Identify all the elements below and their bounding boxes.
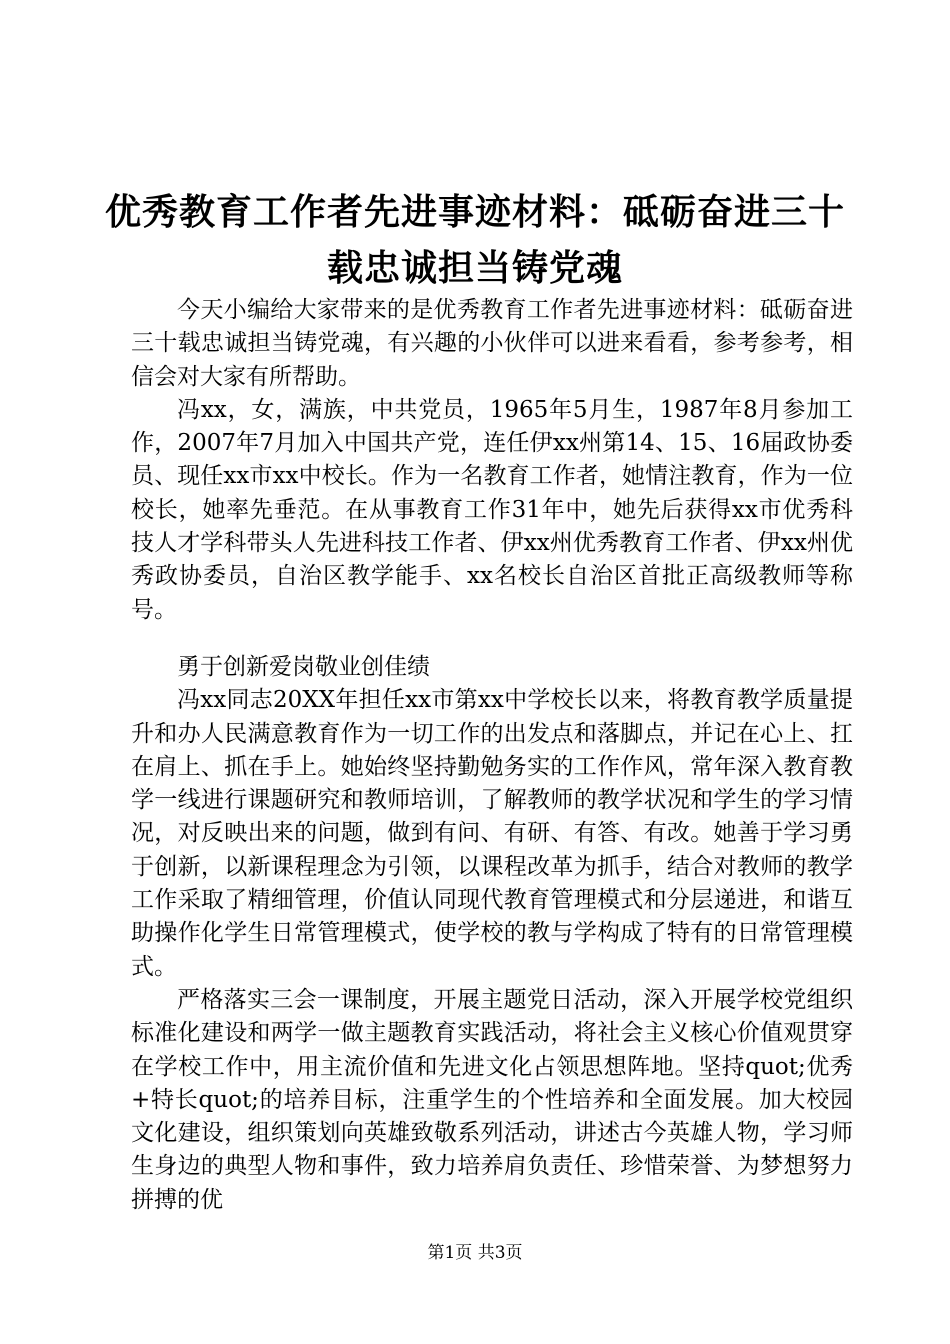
section-heading: 勇于创新爱岗敬业创佳绩 [177, 653, 430, 680]
document-title-line-2: 载忠诚担当铸党魂 [326, 247, 623, 289]
paragraph-profile: 冯xx，女，满族，中共党员，1965年5月生，1987年8月参加工作，2007年7月加入中国共产党，连任伊xx州第14、15、16届政协委员、现任xx市xx中校长。作为一名教育工作者，她情注教育，作为一位校长，她率先垂范。在从事教育工作31年中，她先后获得xx市优秀科技人才学科带头人先进科技工作者、伊xx州优秀教育工作者、伊xx州优秀政协委员，自治区教学能手、xx名校长自治区首批正高级教师等称号。 [131, 396, 853, 623]
document-title-line-1: 优秀教育工作者先进事迹材料：砥砺奋进三十 [104, 191, 845, 233]
paragraph-party-work: 严格落实三会一课制度，开展主题党日活动，深入开展学校党组织标准化建设和两学一做主题教育实践活动，将社会主义核心价值观贯穿在学校工作中，用主流价值和先进文化占领思想阵地。坚持quot;优秀+特长quot;的培养目标，注重学生的个性培养和全面发展。加大校园文化建设，组织策划向英雄致敬系列活动，讲述古今英雄人物，学习师生身边的典型人物和事件，致力培养肩负责任、珍惜荣誉、为梦想努力拼搏的优 [131, 986, 853, 1213]
paragraph-innovation: 冯xx同志20XX年担任xx市第xx中学校长以来，将教育教学质量提升和办人民满意教育作为一切工作的出发点和落脚点，并记在心上、扛在肩上、抓在手上。她始终坚持勤勉务实的工作作风，常年深入教育教学一线进行课题研究和教师培训，了解教师的教学状况和学生的学习情况，对反映出来的问题，做到有问、有研、有答、有改。她善于学习勇于创新，以新课程理念为引领，以课程改革为抓手，结合对教师的教学工作采取了精细管理，价值认同现代教育管理模式和分层递进，和谐互助操作化学生日常管理模式，使学校的教与学构成了特有的日常管理模式。 [131, 687, 853, 980]
page-footer: 第1页 共3页 [427, 1243, 523, 1263]
paragraph-intro: 今天小编给大家带来的是优秀教育工作者先进事迹材料：砥砺奋进三十载忠诚担当铸党魂，有兴趣的小伙伴可以进来看看，参考参考，相信会对大家有所帮助。 [131, 297, 853, 390]
document-body [131, 294, 853, 1217]
